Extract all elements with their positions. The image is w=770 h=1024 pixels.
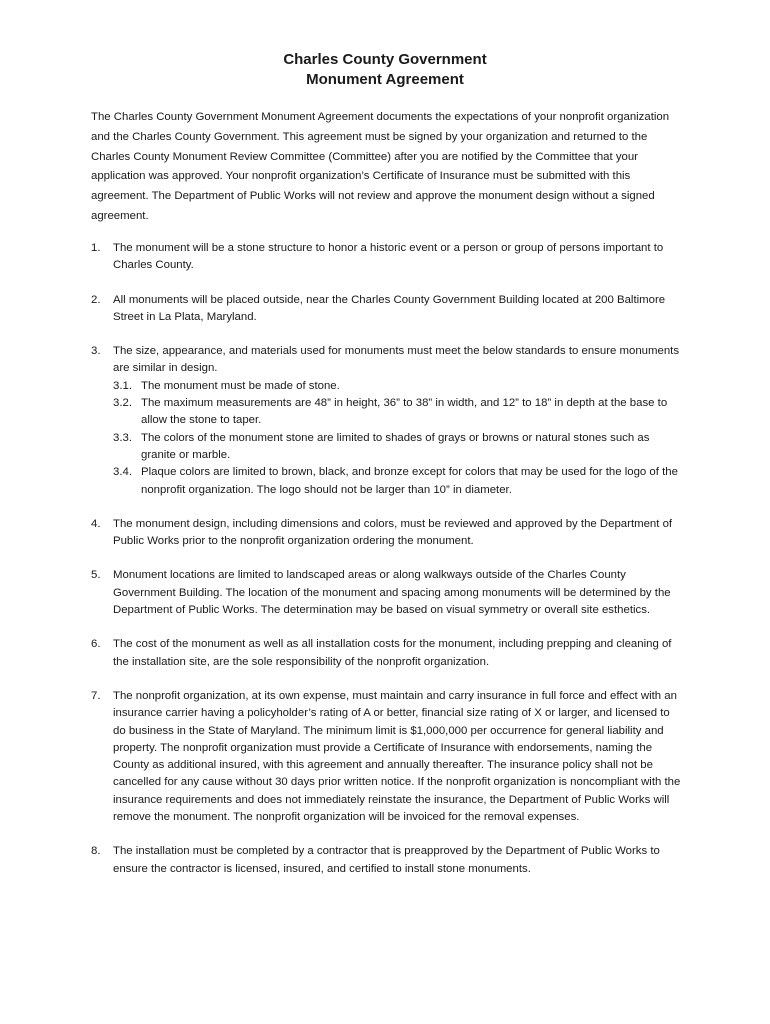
item-number: 1. xyxy=(91,242,101,254)
list-item xyxy=(91,240,684,275)
sub-item-number: 3.4. xyxy=(113,466,132,479)
sub-list-item xyxy=(113,430,684,465)
item-text: The monument will be a stone structure to honor a historic event or a person or group of persons important to Charles County. xyxy=(113,242,664,272)
item-number: 7. xyxy=(91,689,101,702)
sub-item-number: 3.3. xyxy=(113,431,132,444)
item-text: The cost of the monument as well as all installation costs for the monument, including prepping and cleaning of the installation site, are the sole responsibility of the nonprofit organization. xyxy=(113,638,672,668)
item-text: The nonprofit organization, at its own expense, must maintain and carry insurance in full force and effect with an insurance carrier having a policyholder’s rating of A or better, financial size rating of X or larger, and licensed to do business in the State of Maryland. The minimum limit is $1,000,000 per occurrence for general liability and property. The nonprofit organization must provide a Certificate of Insurance with endorsements, naming the County as additional insured, with this agreement and annually thereafter. The insurance policy shall not be cancelled for any cause without 30 days prior written notice. If the nonprofit organization is noncompliant with the insurance requirements and does not immediately reinstate the insurance, the Department of Public Works will remove the monument. The nonprofit organization will be invoiced for the removal expenses. xyxy=(113,689,681,824)
list-item xyxy=(91,688,684,826)
document-title xyxy=(0,50,770,90)
sub-list-item xyxy=(113,395,684,430)
item-text: Monument locations are limited to landscaped areas or along walkways outside of the Charles County Government Building. The location of the monument and spacing among monuments will be determined by the Department of Public Works. The determination may be based on visual symmetry or overall site esthetics. xyxy=(113,569,671,617)
item-number: 6. xyxy=(91,638,101,651)
list-item xyxy=(91,636,684,671)
item-text: The installation must be completed by a contractor that is preapproved by the Department of Public Works to ensure the contractor is licensed, insured, and certified to install stone monuments. xyxy=(113,845,660,875)
sub-item-text: The monument must be made of stone. xyxy=(141,379,340,392)
sub-item-text: The maximum measurements are 48” in height, 36” to 38” in width, and 12” to 18” in depth at the base to allow the stone to taper. xyxy=(141,397,668,427)
item-number: 5. xyxy=(91,569,101,582)
title-line-2: Monument Agreement xyxy=(306,71,464,88)
sub-list xyxy=(113,378,684,499)
sub-item-text: Plaque colors are limited to brown, black, and bronze except for colors that may be used for the logo of the nonprofit organization. The logo should not be larger than 10” in diameter. xyxy=(141,466,678,496)
item-text: The monument design, including dimensions and colors, must be reviewed and approved by the Department of Public Works prior to the nonprofit organization ordering the monument. xyxy=(113,517,673,548)
sub-item-text: The colors of the monument stone are limited to shades of grays or browns or natural stones such as granite or marble. xyxy=(141,431,650,461)
sub-list-item xyxy=(113,378,684,395)
list-item xyxy=(91,843,684,878)
sub-list-item xyxy=(113,464,684,499)
item-number: 4. xyxy=(91,517,101,530)
list-item xyxy=(91,343,684,499)
agreement-list xyxy=(91,240,684,895)
item-text: The size, appearance, and materials used for monuments must meet the below standards to ensure monuments are similar in design. xyxy=(113,345,680,375)
sub-item-number: 3.1. xyxy=(113,379,132,392)
item-text: All monuments will be placed outside, near the Charles County Government Building located at 200 Baltimore Street in La Plata, Maryland. xyxy=(113,293,666,323)
item-number: 8. xyxy=(91,845,101,858)
intro-paragraph: The Charles County Government Monument Agreement documents the expectations of your nonprofit organization and the Charles County Government. This agreement must be signed by your organization and returned to the Charles County Monument Review Committee (Committee) after you are notified by the Committee that your application was approved. Your nonprofit organization’s Certificate of Insurance must be submitted with this agreement. The Department of Public Works will not review and approve the monument design without a signed agreement. xyxy=(91,111,670,222)
item-number: 2. xyxy=(91,293,101,306)
title-line-1: Charles County Government xyxy=(283,51,487,68)
list-item xyxy=(91,567,684,619)
sub-item-number: 3.2. xyxy=(113,397,132,410)
item-number: 3. xyxy=(91,345,101,358)
list-item xyxy=(91,292,684,327)
list-item xyxy=(91,516,684,551)
